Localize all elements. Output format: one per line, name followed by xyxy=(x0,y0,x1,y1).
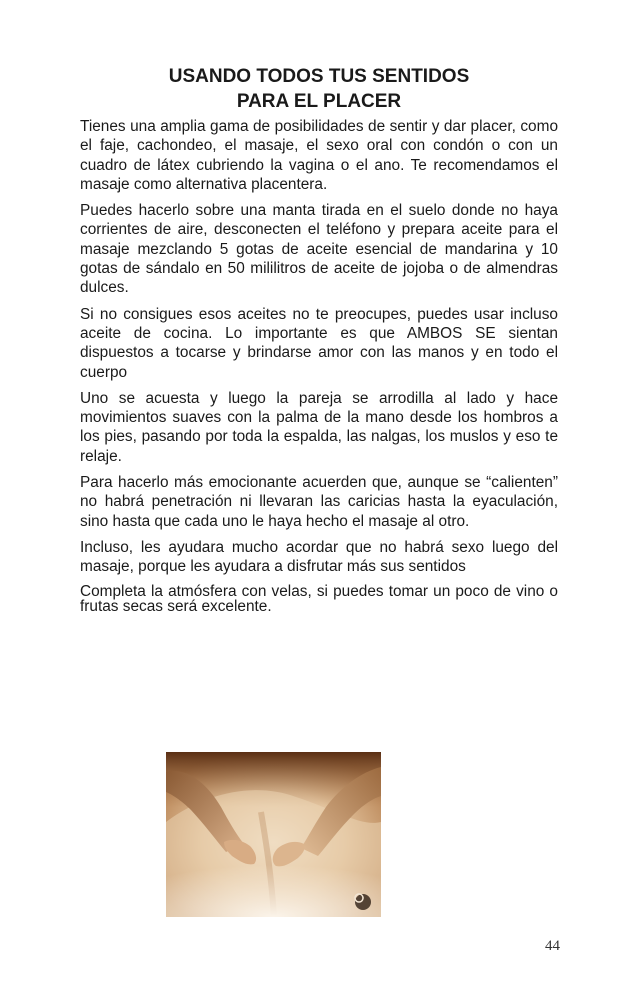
page-number: 44 xyxy=(545,938,560,954)
body-text xyxy=(80,117,558,621)
paragraph-1: Tienes una amplia gama de posibilidades de sentir y dar placer, como el faje, cachondeo, el masaje, el sexo oral con condón o con un cuadro de látex cubriendo la vagina o el ano. Te recomendamos el masaje como alternativa placentera. xyxy=(80,118,558,193)
page-title xyxy=(80,64,558,114)
page-title-line-1: USANDO TODOS TUS SENTIDOS xyxy=(168,66,470,87)
page-title-line-2: PARA EL PLACER xyxy=(236,91,402,112)
photo-bottom-fade xyxy=(166,852,381,917)
paragraph-7: Completa la atmósfera con velas, si puedes tomar un poco de vino o frutas secas será excelente. xyxy=(80,582,558,615)
paragraph-3: Si no consigues esos aceites no te preocupes, puedes usar incluso aceite de cocina. Lo importante es que AMBOS SE sientan dispuestos a tocarse y brindarse amor con las manos y en todo el cuerpo xyxy=(80,305,558,381)
paragraph-4: Uno se acuesta y luego la pareja se arrodilla al lado y hace movimientos suaves con la palma de la mano desde los hombros a los pies, pasando por toda la espalda, las nalgas, los muslos y eso te relaje. xyxy=(80,389,558,465)
massage-photo xyxy=(166,752,381,917)
paragraph-5: Para hacerlo más emocionante acuerden que, aunque se “calienten” no habrá penetración ni llevaran las caricias hasta la eyaculación, sino hasta que cada uno le haya hecho el masaje al otro. xyxy=(80,474,558,530)
paragraph-2: Puedes hacerlo sobre una manta tirada en el suelo donde no haya corrientes de aire, desconecten el teléfono y prepara aceite para el masaje mezclando 5 gotas de aceite esencial de mandarina y 10 gotas de sándalo en 50 mililitros de aceite de jojoba o de almendras dulces. xyxy=(80,202,558,297)
paragraph-6: Incluso, les ayudara mucho acordar que no habrá sexo luego del masaje, porque les ayudara a disfrutar más sus sentidos xyxy=(80,538,558,576)
